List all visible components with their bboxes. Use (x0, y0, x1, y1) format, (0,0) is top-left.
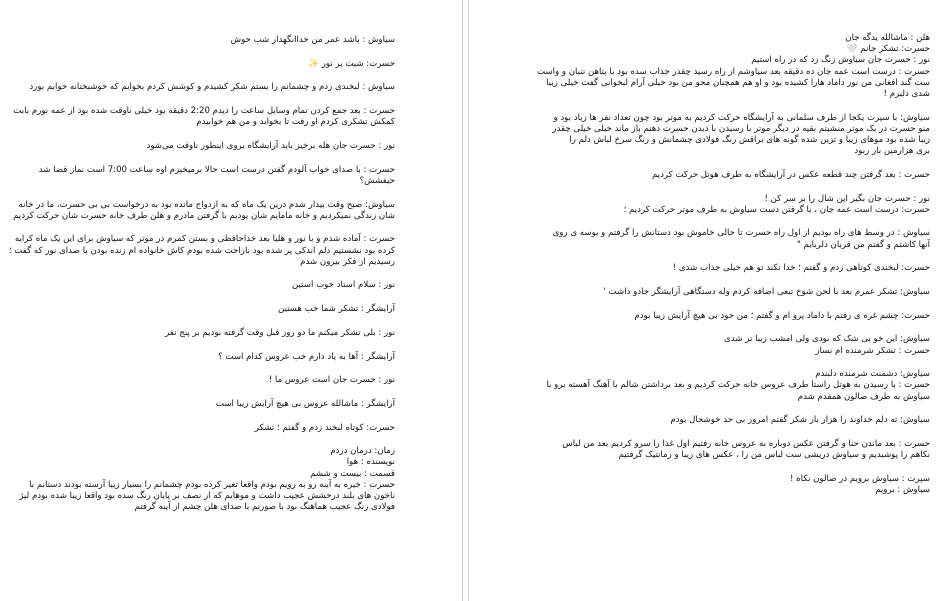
text-line: سیاوش: صبح وقت بیدار شدم درین یک ماه که به ازدواج مانده بود به درخواست بی بی حسرت، ما در خانه (18, 199, 395, 210)
paragraph (17, 423, 395, 434)
paragraph (490, 369, 930, 403)
text-line: حسرت: درست است عمه جان ، با گرفتن دست سیاوش به طرف موتر حرکت کردیم ؛ (623, 204, 930, 215)
text-line: حسرت : خیره به آینه رو به رویم بودم واقعا تغیر کرده بودم چشمانم را بسیار زیبا آرسته بودند دستانم با (29, 479, 395, 490)
paragraph (490, 113, 930, 158)
text-line: منو حسرت در یک موتر منشیتم بقیه در دیگر موتر با رسیدن با دیدن حسرت دهنم باز ماند خیلی خیلی چقدر (552, 123, 930, 134)
text-line: سیاوش: ته دلم خداوند را هزار بار شکر گفتم امروز بی حد خوشحال بودم (670, 415, 930, 426)
text-line: حسرت : درست است عمه جان ده دقیقه بعد سیاوشم از راه رسید چقدر جذاب سده بود با پتاهن تنبان و واست (536, 66, 930, 77)
paragraph (490, 415, 930, 426)
text-line: ست گند افغانی من نور داماد هارا کشیده بود و او هم همچنان محو من بود خیلی آرام لبخوانی گفت خیلی زیبا (546, 77, 930, 88)
novel-title: رمان: درمان دردم (330, 446, 395, 457)
page-divider (462, 0, 469, 601)
text-line: حسرت : آماده شدم و با نور و هلیا بعد خداحافظی و بستن کمرم در موتر که سیاوش برای این یک ماه کرایه (14, 234, 395, 245)
text-line: فولادی رنگ عجیب هماهنگ بود با صورتم با صدای هلن چشم از آینه گرفتم (134, 502, 395, 513)
text-line: آرایشگر : آها به یاد دارم خب عروس کدام است ؟ (218, 351, 395, 362)
text-line: سیاوش : در وسط های راه بودیم از اول راه حسرت تا حالی خاموش بود دستانش را گرفتم و بوسه ی روی (552, 228, 930, 239)
text-line: کرده بود نشستیم دلم اندکی پر شده بود ناراحت شده بودم کاش خانواده ام زنده بودن با صدای نور که گفت ؛ (8, 245, 395, 256)
text-line: رسیدیم از فکر بیرون شدم (300, 256, 395, 267)
paragraph (490, 263, 930, 274)
text-line: حسرت : با صدای خواب آلودم گفتن درست است حالا برمیخیزم اوه ساعت 7:00 است نماز قضا شد (38, 164, 395, 175)
paragraph (490, 287, 930, 298)
text-line: حسرت : بعد گرفتن چند قطعه عکس در آرایشگاه به طرف هوتل حرکت کردیم (651, 169, 930, 180)
text-line: حسرت: چشم غره ی رفتم با داماد پرو ام و گفتم ؛ من خود بی هیچ آرایش زیبا بودم (634, 310, 930, 321)
paragraph (490, 334, 930, 356)
chapter-number: قسمت : بیست و ششم (310, 468, 395, 479)
text-line: سپرت : سیاوش برویم در صالون نکاه ! (789, 473, 930, 484)
text-line: نکاهم را پوشیدیم و سیاوش دریشی ست لباس من را ، عکس های زیبا و رمانتیک گرفتیم (618, 450, 930, 461)
text-line: حسرت : با رسیدن به هوتل راستا طرف عروس خانه حرکت کردیم و بعد برداشتن شالم با آهنگ آهسته برو با (546, 380, 930, 391)
paragraph (490, 439, 930, 461)
paragraph (490, 228, 930, 250)
text-line: سیاوش : برویم (875, 485, 930, 496)
text-line: آنها کاشتم و گفتم من قربان دلربایم " (796, 239, 930, 250)
text-line: آرایشگر : ماشالله عروس بی هیچ آرایش زیبا است (215, 398, 395, 409)
paragraph (17, 82, 395, 93)
text-line: ناخون های بلند درخشش عجیب داشت و موهایم که از نصف بر پایان رنگ سده بود واقعا زیبا شده بودم لیژ (19, 491, 395, 501)
text-line: سیاوش : باشد عمر من خداانگهدار شب خوش (230, 35, 395, 45)
text-line: نور : سلام استاد خوب استین (292, 280, 395, 291)
text-line: حسرت : بعد جمع کردن تمام وسایل ساعت را دیدم 2:20 دقیقه بود خیلی ناوقت شده بود از عمه نورم بابت (13, 106, 395, 117)
text-line: کمکش تشکری کردم او رفت تا بخوابد و من هم خوابیدم (196, 117, 395, 128)
text-line: زیبا شده بود موهای زیبا و تزین شده گونه های براقش رنگ فولادی چشمانش و رنگ سرخ لباش دلم را (569, 135, 930, 145)
paragraph (17, 59, 395, 70)
paragraph (13, 106, 395, 128)
paragraph (490, 170, 930, 181)
left-page (0, 0, 462, 601)
paragraph (17, 328, 395, 339)
text-line: حیفشش؟ (359, 175, 395, 186)
text-line: نور : بلی تشکر میکنم ما دو روز قبل وقت گرفته بودیم بر پنج نفر (165, 327, 395, 338)
paragraph (17, 352, 395, 363)
paragraph (8, 234, 395, 268)
paragraph (490, 194, 930, 216)
chapter-header (17, 446, 395, 513)
paragraph (13, 199, 395, 222)
text-line: شدی دلبرم ! (883, 88, 930, 99)
paragraph (490, 474, 930, 496)
text-line: حسرت: کوتاه لبخند زدم و گفتم ؛ تشکر (254, 422, 395, 433)
text-line: سیاوش : لبخندی زدم و چشمانم را بستم شکر کشیدم و کوشش کردم بخوابم که خوشبختانه خوابم بورد (29, 82, 395, 93)
text-line: سیاوش: با سپرت یکجا از طرف سلمانی به آرایشگاه حرکت کردیم به موتر بود چون تعداد نفر ها زیاد بود و (553, 112, 930, 123)
text-line: حسرت: شبت پر نور ✨ (308, 58, 395, 69)
text-line: حسرت: تشکر جانم 🤍 (846, 44, 930, 55)
paragraph (490, 33, 930, 100)
text-line: نور : حسرت جان است عروس ما ! (268, 375, 395, 386)
paragraph (17, 141, 395, 152)
text-line: نور : حسرت جان هله برخیز باید آرایشگاه بروی اینطور ناوقت می‌شود (146, 140, 395, 151)
text-line: بری هزارمین بار ربود (854, 146, 930, 157)
text-line: حسرت: لبخندی کوتاهی زدم و گفتم ؛ خدا نکند تو هم خیلی جذاب شدی ! (672, 263, 930, 274)
text-line: سیاوش: تشکر عمرم بعد با لحن شوخ تبعی اضافه کردم وله دستگاهی آرایشگر جادو داشت ' (603, 287, 930, 297)
text-line: سیاوش: این خو بی شک که بودی ولی امشب زیبا تر شدی (724, 334, 930, 345)
text-line: نور : حسرت جان بگیر این شال را بر سر کن ! (764, 193, 930, 204)
right-page-text (490, 33, 930, 496)
text-line: نور : حسرت جان سیاوش زنگ زد که در راه استیم (751, 55, 930, 66)
right-page (469, 0, 942, 601)
paragraph (17, 35, 395, 46)
text-line: شان زندگی نمیکردیم و خانه مامایم شان بودیم با گرفتن مادرم و هلن طرف خانه حسرت شان حرکت کردیم (13, 210, 395, 221)
author: نویسنده : هوا (346, 457, 395, 468)
text-line: حسرت : تشکر شرمنده ام نساز (815, 345, 930, 356)
paragraph (17, 399, 395, 410)
text-line: سیاوش به طرف صالون همقدم شدم (797, 391, 930, 402)
paragraph (17, 304, 395, 315)
text-line: آرایشگر : تشکر شما خب هستین (277, 304, 395, 315)
left-page-text (8, 35, 395, 513)
paragraph (490, 311, 930, 322)
paragraph (17, 280, 395, 291)
text-line: سیاوش: دشمنت شرمنده دلبندم (815, 369, 930, 380)
paragraph (17, 165, 395, 187)
text-line: حسرت : بعد ماندن حنا و گرفتن عکس دوباره به عروس خانه رفتیم اول غذا را سرو کردیم بعد من لباس (562, 439, 930, 449)
text-line: هلن : ماشالله یدگه جان (845, 33, 930, 43)
paragraph (17, 375, 395, 386)
